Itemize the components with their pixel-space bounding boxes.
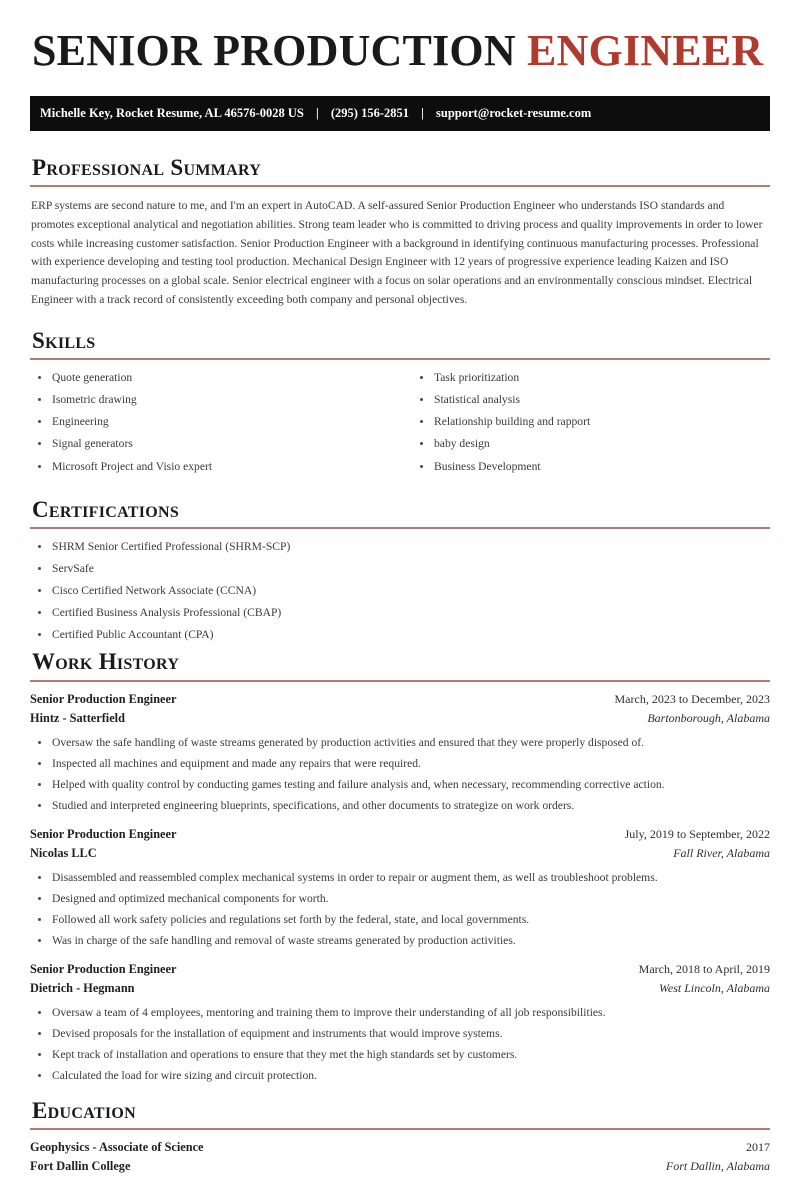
- section-rule-summary: [30, 185, 770, 187]
- section-professional-summary: [30, 155, 770, 310]
- education-entry: [30, 1140, 770, 1174]
- job-dates: March, 2023 to December, 2023: [614, 691, 770, 706]
- list-item: Engineering: [30, 414, 400, 429]
- job-responsibilities-list: [30, 1005, 770, 1083]
- education-header-row: [30, 1140, 770, 1155]
- list-item: Helped with quality control by conducting games testing and failure analysis and, when necessary, recommending corrective action.: [30, 777, 770, 792]
- job-responsibilities-list: [30, 735, 770, 813]
- list-item: Quote generation: [30, 370, 400, 385]
- contact-phone: (295) 156-2851: [330, 106, 410, 121]
- list-item: Signal generators: [30, 436, 400, 451]
- education-subheader-row: [30, 1159, 770, 1174]
- education-location: Fort Dallin, Alabama: [665, 1158, 770, 1173]
- job-header-row: [30, 962, 770, 977]
- job-title: Senior Production Engineer: [30, 962, 177, 977]
- list-item: Certified Public Accountant (CPA): [30, 627, 770, 642]
- certifications-list: [30, 539, 770, 642]
- job-responsibilities-list: [30, 870, 770, 948]
- job-company: Nicolas LLC: [30, 846, 97, 860]
- list-item: Devised proposals for the installation of equipment and instruments that would improve systems.: [30, 1026, 770, 1041]
- contact-separator-1: |: [316, 106, 319, 121]
- list-item: Relationship building and rapport: [412, 414, 770, 429]
- education-degree: Geophysics - Associate of Science: [30, 1139, 204, 1154]
- resume-title-accent: ENGINEER: [527, 26, 764, 75]
- list-item: SHRM Senior Certified Professional (SHRM-SCP): [30, 539, 770, 554]
- contact-separator-2: |: [421, 106, 424, 121]
- list-item: Isometric drawing: [30, 392, 400, 407]
- work-history-entry: [30, 962, 770, 1083]
- list-item: Microsoft Project and Visio expert: [30, 459, 400, 474]
- skills-column-right: [400, 370, 770, 480]
- skills-column-left: [30, 370, 400, 480]
- job-location: Bartonborough, Alabama: [647, 710, 770, 725]
- list-item: Cisco Certified Network Associate (CCNA): [30, 583, 770, 598]
- job-company: Dietrich - Hegmann: [30, 981, 135, 996]
- job-dates: July, 2019 to September, 2022: [624, 827, 770, 841]
- job-location: West Lincoln, Alabama: [658, 981, 770, 996]
- job-subheader-row: [30, 846, 770, 861]
- list-item: Task prioritization: [412, 370, 770, 385]
- list-item: Followed all work safety policies and regulations set forth by the federal, state, and local governments.: [30, 912, 770, 927]
- job-title: Senior Production Engineer: [30, 827, 177, 841]
- job-dates: March, 2018 to April, 2019: [638, 962, 770, 977]
- job-subheader-row: [30, 981, 770, 996]
- contact-bar: [30, 96, 770, 131]
- list-item: Designed and optimized mechanical components for worth.: [30, 891, 770, 906]
- resume-title: [32, 28, 770, 74]
- skills-list-left: [30, 370, 400, 473]
- section-rule-work-history: [30, 680, 770, 682]
- list-item: Oversaw the safe handling of waste streams generated by production activities and ensured that they were properly disposed of.: [30, 735, 770, 750]
- job-header-row: [30, 692, 770, 707]
- job-location: Fall River, Alabama: [673, 846, 770, 860]
- list-item: Calculated the load for wire sizing and circuit protection.: [30, 1068, 770, 1083]
- section-heading-education: Education: [32, 1097, 136, 1123]
- list-item: ServSafe: [30, 561, 770, 576]
- job-subheader-row: [30, 711, 770, 726]
- section-rule-skills: [30, 358, 770, 360]
- list-item: Certified Business Analysis Professional (CBAP): [30, 605, 770, 620]
- list-item: Studied and interpreted engineering blueprints, specifications, and other documents to strategize on work orders.: [30, 798, 770, 813]
- section-heading-work-history: Work History: [32, 649, 180, 675]
- job-company: Hintz - Satterfield: [30, 710, 125, 725]
- resume-title-primary: SENIOR PRODUCTION: [32, 26, 516, 75]
- section-heading-summary: Professional Summary: [32, 154, 262, 180]
- work-history-entry: [30, 827, 770, 948]
- section-heading-skills: Skills: [32, 327, 96, 353]
- education-school: Fort Dallin College: [30, 1158, 131, 1173]
- section-rule-education: [30, 1128, 770, 1130]
- skills-columns: [30, 370, 770, 480]
- section-heading-certifications: Certifications: [32, 496, 180, 522]
- section-skills: [30, 328, 770, 481]
- work-history-entry: [30, 692, 770, 813]
- contact-name-location: Michelle Key, Rocket Resume, AL 46576-0028 US: [40, 106, 304, 121]
- education-year: 2017: [746, 1139, 770, 1154]
- job-title: Senior Production Engineer: [30, 691, 177, 706]
- section-rule-certifications: [30, 527, 770, 529]
- list-item: Statistical analysis: [412, 392, 770, 407]
- list-item: Oversaw a team of 4 employees, mentoring and training them to improve their understanding of all job responsibilities.: [30, 1005, 770, 1020]
- job-header-row: [30, 827, 770, 842]
- contact-email: support@rocket-resume.com: [436, 106, 592, 121]
- list-item: Was in charge of the safe handling and removal of waste streams generated by production activities.: [30, 933, 770, 948]
- list-item: Disassembled and reassembled complex mechanical systems in order to repair or augment them, as well as troubleshoot problems.: [30, 870, 770, 885]
- list-item: baby design: [412, 436, 770, 451]
- list-item: Business Development: [412, 459, 770, 474]
- skills-list-right: [412, 370, 770, 473]
- section-education: [30, 1098, 770, 1174]
- list-item: Kept track of installation and operations to ensure that they met the high standards set by customers.: [30, 1047, 770, 1062]
- section-certifications: [30, 497, 770, 643]
- summary-text: ERP systems are second nature to me, and I'm an expert in AutoCAD. A self-assured Senior Production Engineer who understands ISO standards and promotes exceptional analytical and negotiation abilities. Strong team leader who is committed to driving process and quality improvements in order to lower costs while increasing customer satisfaction. Senior Production Engineer with a background in identifying continuous manufacturing processes. Professional with experience developing and testing tool production. Mechanical Design Engineer with 12 years of progressive experience leading Kaizen and ISO manufacturing processes on a global scale. Senior electrical engineer with a focus on solar operations and an environmentally conscious mindset. Electrical Engineer with a track record of consistently exceeding both company and personal objectives.: [31, 199, 763, 307]
- section-work-history: [30, 649, 770, 1083]
- list-item: Inspected all machines and equipment and made any repairs that were required.: [30, 756, 770, 771]
